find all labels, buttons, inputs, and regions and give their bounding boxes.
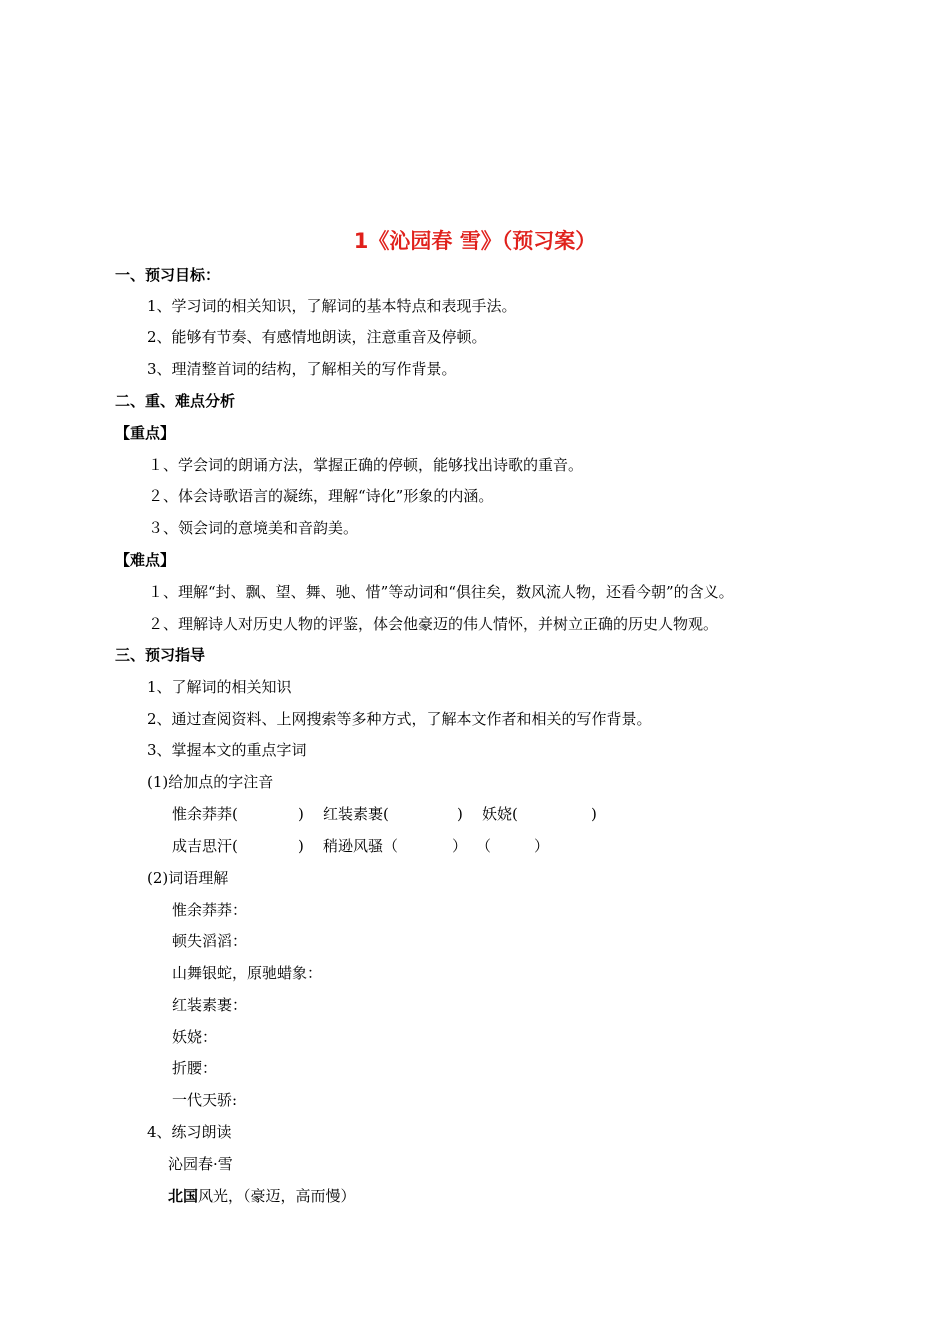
vocab-item-3: 山舞银蛇，原驰蜡象： [172, 964, 323, 982]
vocab-subheading: (2)词语理解 [147, 869, 229, 887]
phonetic-word-3: 妖娆( [482, 805, 518, 823]
poem-line-1-rest: 风光，（豪迈，高而慢） [198, 1187, 356, 1205]
key-point-1: １、学会词的朗诵方法，掌握正确的停顿，能够找出诗歌的重音。 [148, 456, 584, 474]
phonetic-subheading: (1)给加点的字注音 [147, 773, 274, 791]
phonetic-blank-close-5: ） [452, 837, 468, 855]
key-points-label: 【重点】 [115, 424, 176, 442]
difficult-points-label: 【难点】 [115, 551, 176, 569]
phonetic-word-4: 成吉思汗( [172, 837, 238, 855]
phonetic-blank-close-1: ) [298, 805, 304, 823]
section2-heading: 二、重、难点分析 [115, 392, 236, 410]
vocab-item-7: 一代天骄: [172, 1091, 238, 1109]
vocab-item-1: 惟余莽莽： [172, 901, 248, 919]
vocab-item-2: 顿失滔滔： [172, 932, 248, 950]
phonetic-blank-close-4: ) [298, 837, 304, 855]
section3-heading: 三、预习指导 [115, 646, 206, 664]
guide-item-1: 1、了解词的相关知识 [147, 678, 292, 696]
poem-title: 沁园春·雪 [168, 1155, 233, 1173]
phonetic-blank-close-6: ） [534, 837, 550, 855]
guide-item-3: 3、掌握本文的重点字词 [147, 741, 307, 759]
vocab-item-4: 红装素裹： [172, 996, 248, 1014]
objective-item-3: 3、理清整首词的结构，了解相关的写作背景。 [147, 360, 457, 378]
section1-heading: 一、预习目标： [115, 266, 221, 284]
objective-item-1: 1、学习词的相关知识，了解词的基本特点和表现手法。 [147, 297, 517, 315]
difficult-point-1: １、理解“封、飘、望、舞、驰、惜”等动词和“俱往矣，数风流人物，还看今朝”的含义。 [148, 583, 734, 601]
guide-item-2: 2、通过查阅资料、上网搜索等多种方式，了解本文作者和相关的写作背景。 [147, 710, 652, 728]
vocab-item-5: 妖娆： [172, 1028, 218, 1046]
poem-line-1-emphasis: 北国 [168, 1187, 199, 1205]
objective-item-2: 2、能够有节奏、有感情地朗读，注意重音及停顿。 [147, 328, 487, 346]
phonetic-word-1: 惟余莽莽( [172, 805, 238, 823]
phonetic-word-5: 稍逊风骚（ [323, 837, 399, 855]
vocab-item-6: 折腰： [172, 1059, 218, 1077]
document-title: 1《沁园春 雪》（预习案） [353, 229, 597, 253]
phonetic-blank-close-2: ) [457, 805, 463, 823]
difficult-point-2: ２、理解诗人对历史人物的评鉴，体会他豪迈的伟人情怀，并树立正确的历史人物观。 [148, 615, 719, 633]
key-point-3: ３、领会词的意境美和音韵美。 [148, 519, 359, 537]
phonetic-word-6: （ [476, 837, 492, 855]
phonetic-word-2: 红装素裹( [323, 805, 389, 823]
guide-item-4: 4、练习朗读 [147, 1123, 232, 1141]
phonetic-blank-close-3: ) [591, 805, 597, 823]
key-point-2: ２、体会诗歌语言的凝练，理解“诗化”形象的内涵。 [148, 487, 494, 505]
poem-line-1 [168, 1186, 356, 1206]
